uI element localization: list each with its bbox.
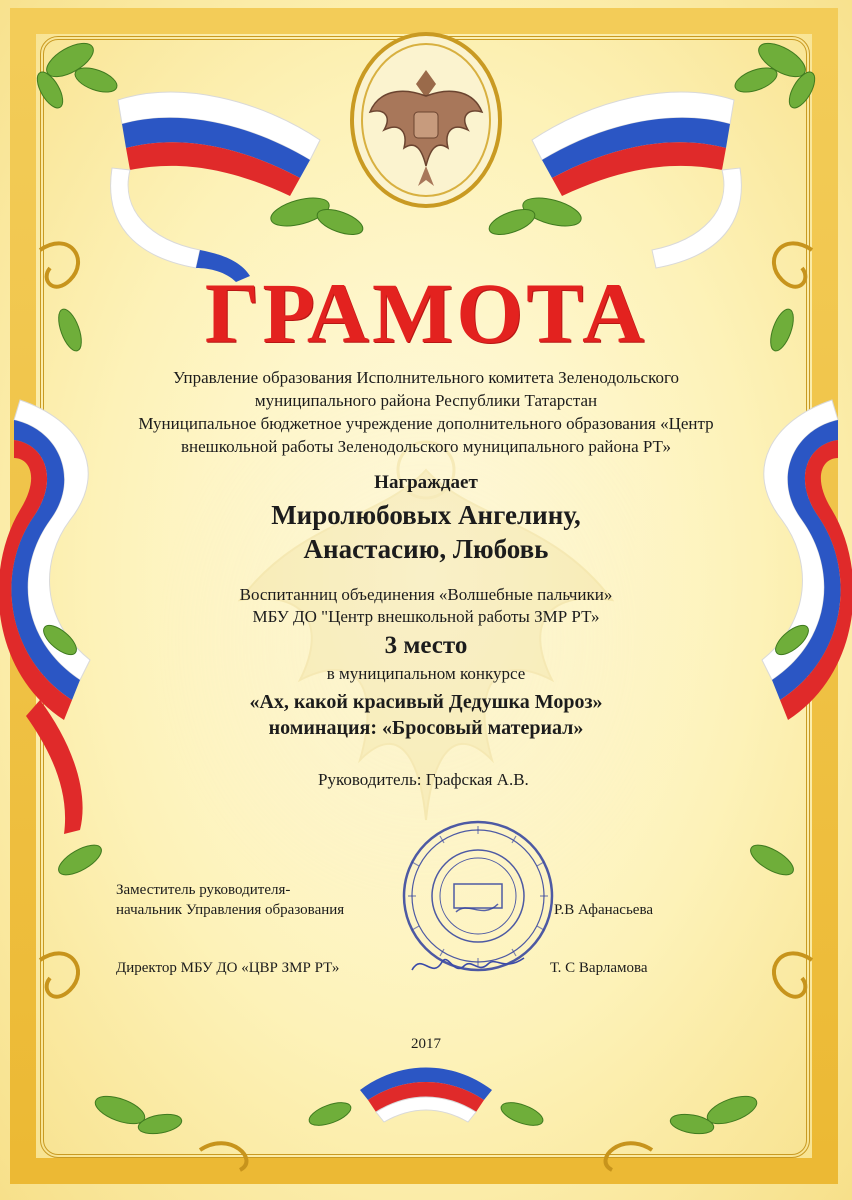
organization-line: Управление образования Исполнительного комитета Зеленодольского bbox=[172, 368, 680, 387]
recipient-name-line: Миролюбовых Ангелину, bbox=[271, 500, 581, 530]
flag-ribbon-top-left bbox=[111, 92, 320, 282]
place-awarded: 3 место bbox=[384, 632, 468, 659]
director-title: Директор МБУ ДО «ЦВР ЗМР РТ» bbox=[116, 960, 340, 976]
deputy-name: Р.В Афанасьева bbox=[554, 902, 653, 918]
contest-details bbox=[0, 689, 852, 741]
flag-ribbon-top-right bbox=[532, 92, 741, 268]
certificate-year: 2017 bbox=[411, 1036, 441, 1052]
director-signature bbox=[408, 946, 528, 986]
certificate-title: ГРАМОТА bbox=[204, 265, 648, 361]
description-line: МБУ ДО "Центр внешкольной работы ЗМР РТ» bbox=[252, 607, 600, 626]
leader-line: Руководитель: Графская А.В. bbox=[318, 770, 529, 789]
awards-label: Награждает bbox=[374, 472, 478, 493]
organization-line: внешкольной работы Зеленодольского муниципального района РТ» bbox=[180, 437, 671, 456]
nomination: номинация: «Бросовый материал» bbox=[268, 717, 584, 739]
double-headed-eagle-icon bbox=[352, 34, 500, 206]
organization-line: муниципального района Республики Татарстан bbox=[254, 391, 598, 410]
deputy-title-line: Заместитель руководителя- bbox=[116, 882, 291, 898]
description-line: Воспитанниц объединения «Волшебные пальчики» bbox=[239, 585, 613, 604]
deputy-title bbox=[116, 880, 344, 920]
recipient-name-line: Анастасию, Любовь bbox=[303, 534, 549, 564]
recipient-description bbox=[0, 584, 852, 628]
organization-block bbox=[0, 366, 852, 458]
deputy-title-line: начальник Управления образования bbox=[116, 902, 345, 918]
organization-line: Муниципальное бюджетное учреждение дополнительного образования «Центр bbox=[138, 414, 714, 433]
director-name: Т. С Варламова bbox=[550, 960, 648, 976]
contest-intro: в муниципальном конкурсе bbox=[326, 664, 526, 683]
recipient-names bbox=[0, 498, 852, 566]
flag-ribbon-bottom bbox=[360, 1068, 492, 1123]
contest-name: «Ах, какой красивый Дедушка Мороз» bbox=[249, 691, 603, 713]
